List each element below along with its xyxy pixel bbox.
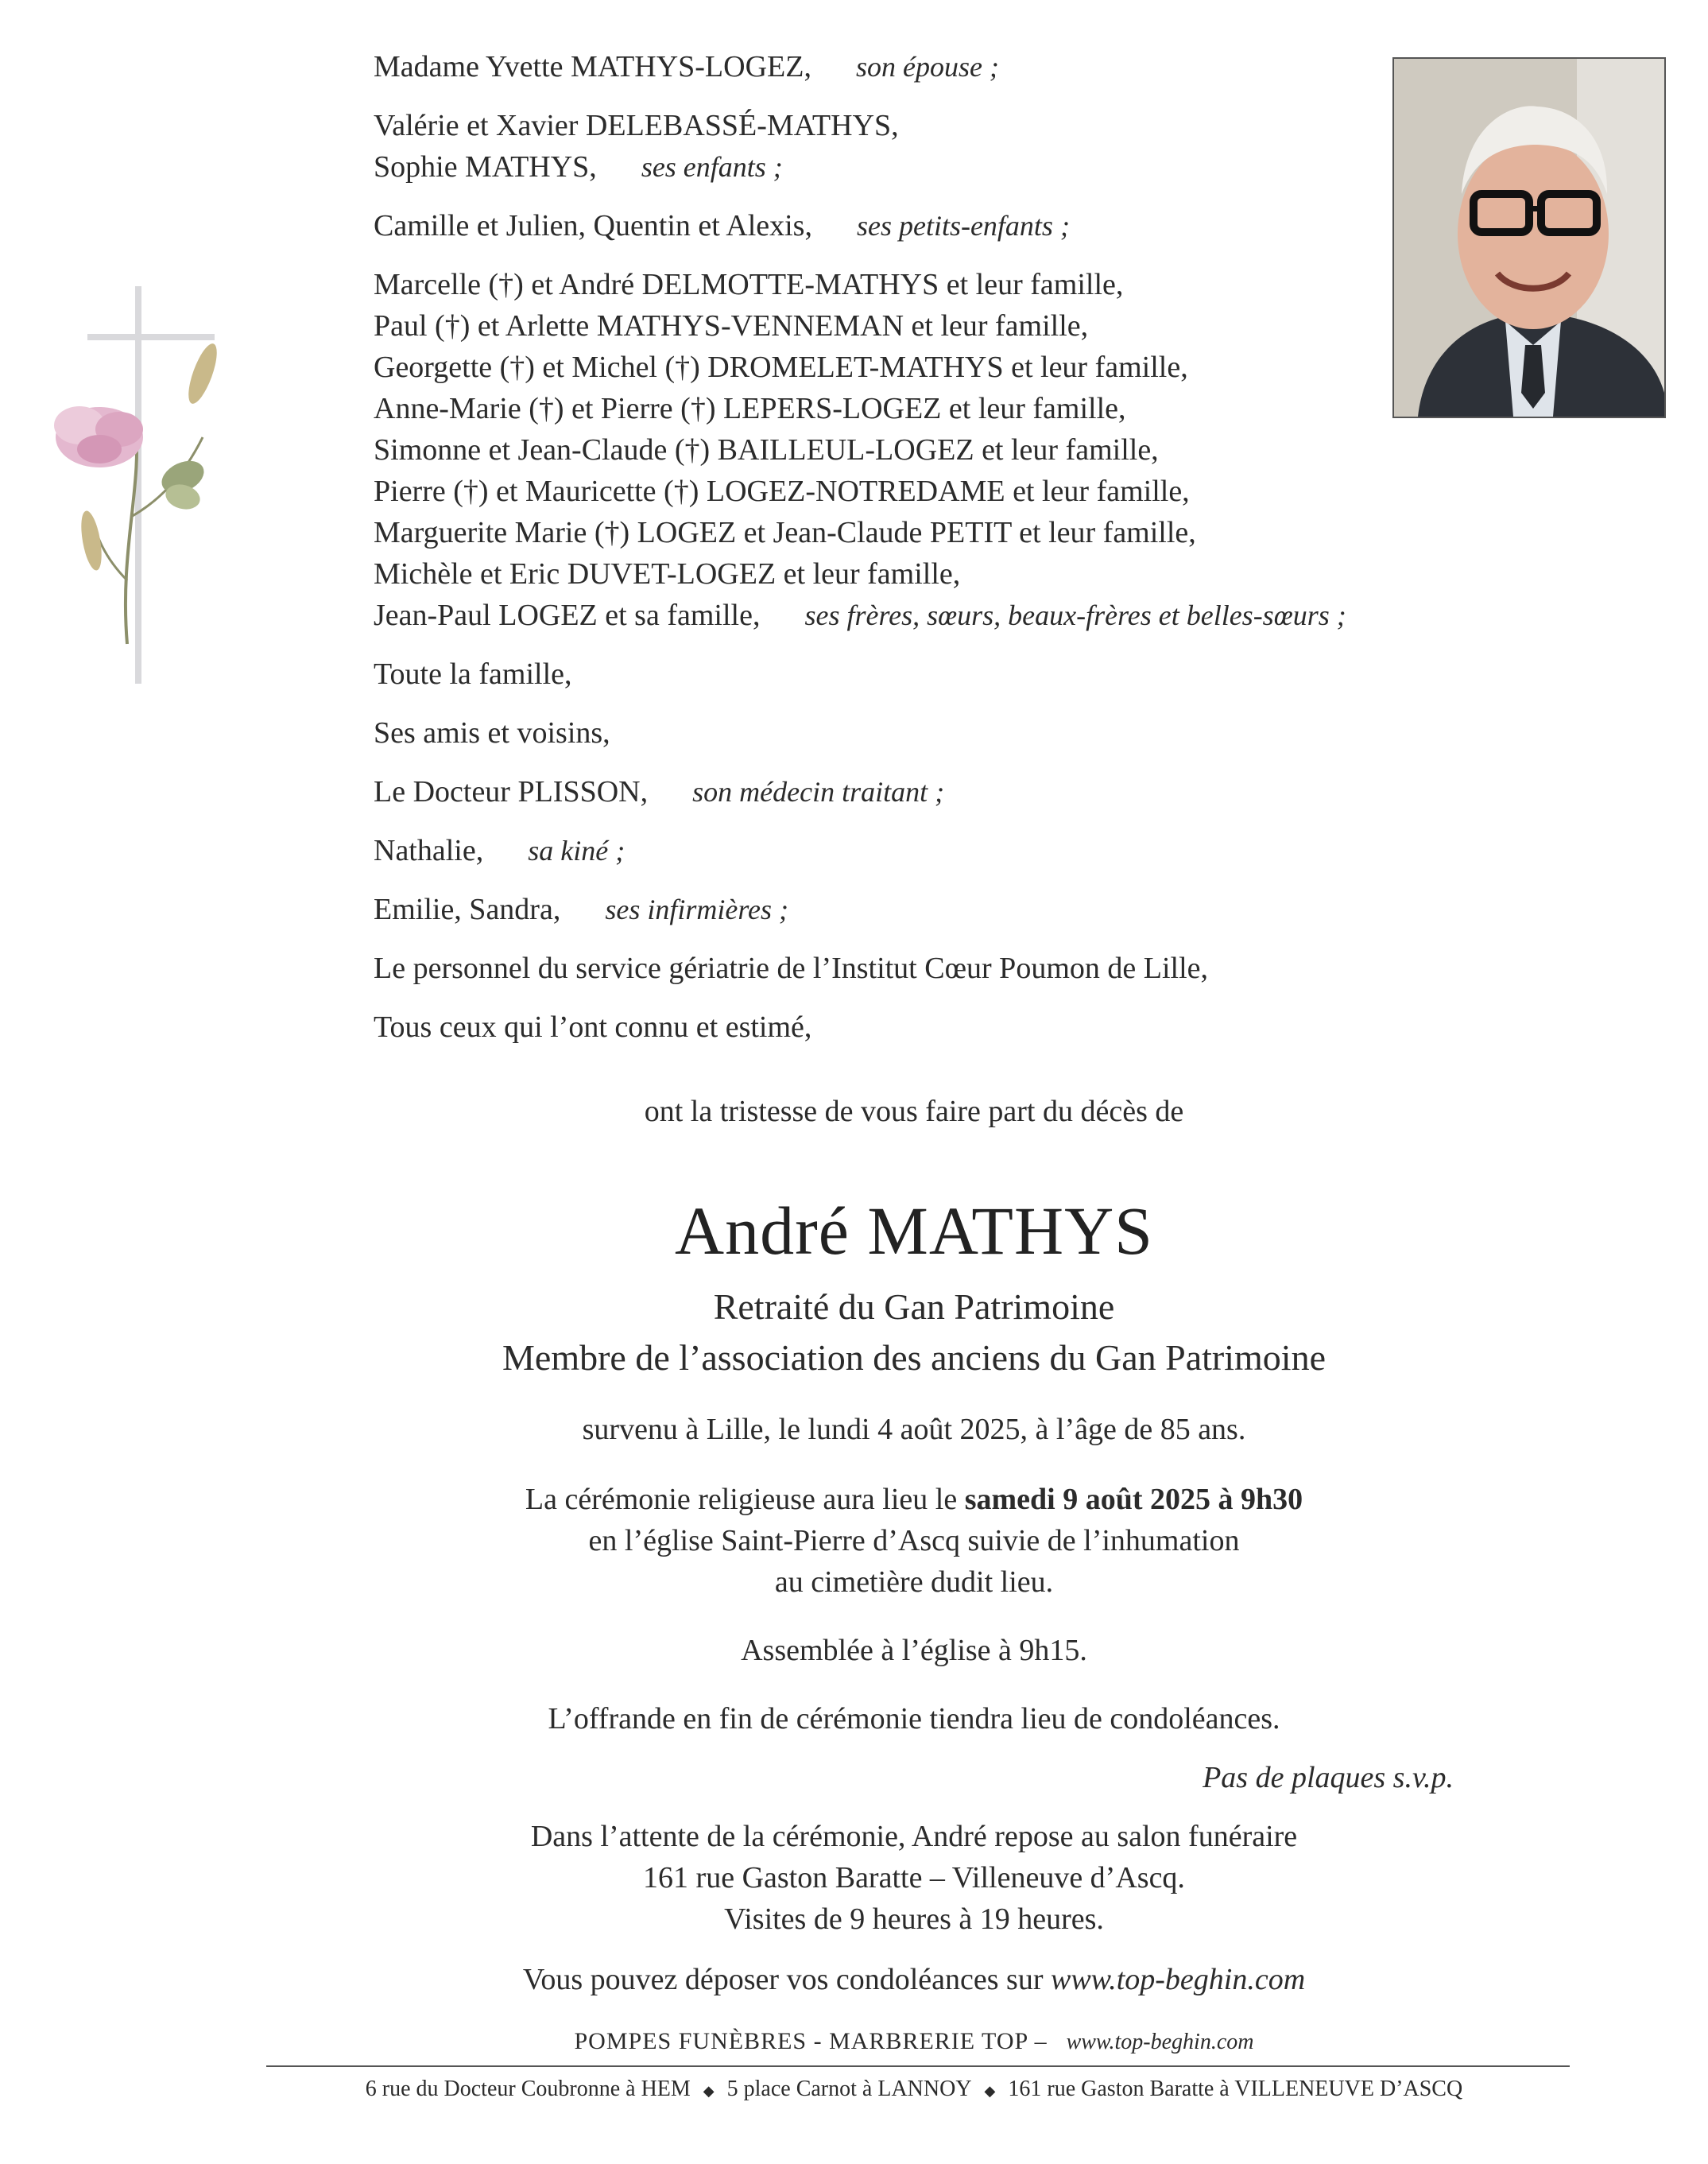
family-line: Marguerite Marie (†) LOGEZ et Jean-Claude PETIT et leur famille, xyxy=(374,516,1196,549)
deceased-title-1: Retraité du Gan Patrimoine xyxy=(713,1286,1115,1327)
death-notice: survenu à Lille, le lundi 4 août 2025, à l’âge de 85 ans. xyxy=(582,1413,1246,1446)
ceremony-date: samedi 9 août 2025 à 9h30 xyxy=(964,1483,1303,1516)
footer-website-link[interactable]: www.top-beghin.com xyxy=(1066,2030,1254,2054)
family-line: Madame Yvette MATHYS-LOGEZ, son épouse ; xyxy=(374,50,999,83)
family-line: Emilie, Sandra, ses infirmières ; xyxy=(374,893,788,926)
family-line: Georgette (†) et Michel (†) DROMELET-MATHYS et leur famille, xyxy=(374,351,1188,384)
family-line: Sophie MATHYS, ses enfants ; xyxy=(374,150,783,184)
offering-note: L’offrande en fin de cérémonie tiendra lieu de condoléances. xyxy=(548,1702,1280,1735)
footer-address: 6 rue du Docteur Coubronne à HEM xyxy=(365,2077,691,2101)
family-line: Ses amis et voisins, xyxy=(374,716,610,750)
condolences-website-link[interactable]: www.top-beghin.com xyxy=(1050,1963,1306,1996)
family-line: Toute la famille, xyxy=(374,657,572,691)
deceased-titles xyxy=(238,1282,1590,1383)
family-line: Pierre (†) et Mauricette (†) LOGEZ-NOTREDAME et leur famille, xyxy=(374,475,1190,508)
family-line: Jean-Paul LOGEZ et sa famille, ses frères, sœurs, beaux-frères et belles-sœurs ; xyxy=(374,599,1346,632)
ceremony-details: La cérémonie religieuse aura lieu le samedi 9 août 2025 à 9h30 en l’église Saint-Pierre d’Ascq suivie de l’inhumation au cimetière dudit lieu. xyxy=(525,1483,1303,1599)
assembly-time: Assemblée à l’église à 9h15. xyxy=(741,1634,1087,1667)
family-line: Le Docteur PLISSON, son médecin traitant ; xyxy=(374,775,945,809)
family-line: Paul (†) et Arlette MATHYS-VENNEMAN et leur famille, xyxy=(374,309,1089,343)
deceased-title-2: Membre de l’association des anciens du Gan Patrimoine xyxy=(502,1337,1326,1378)
footer-address: 161 rue Gaston Baratte à VILLENEUVE D’ASCQ xyxy=(1008,2077,1463,2101)
family-line: Camille et Julien, Quentin et Alexis, ses petits-enfants ; xyxy=(374,209,1070,242)
deceased-name: André MATHYS xyxy=(674,1193,1154,1269)
family-line: Valérie et Xavier DELEBASSÉ-MATHYS, xyxy=(374,109,899,142)
funeral-company-header: POMPES FUNÈBRES - MARBRERIE TOP – www.top-beghin.com xyxy=(574,2028,1254,2054)
no-plaques-note: Pas de plaques s.v.p. xyxy=(1203,1761,1454,1794)
footer-divider xyxy=(266,2065,1570,2067)
family-line: Le personnel du service gériatrie de l’Institut Cœur Poumon de Lille, xyxy=(374,952,1208,985)
footer-addresses xyxy=(238,2073,1590,2107)
diamond-separator-icon: ◆ xyxy=(984,2082,996,2099)
family-line: Simonne et Jean-Claude (†) BAILLEUL-LOGEZ et leur famille, xyxy=(374,433,1159,467)
family-line: Marcelle (†) et André DELMOTTE-MATHYS et leur famille, xyxy=(374,268,1124,301)
family-line: Michèle et Eric DUVET-LOGEZ et leur famille, xyxy=(374,557,961,591)
condolences-line: Vous pouvez déposer vos condoléances sur www.top-beghin.com xyxy=(522,1963,1306,1996)
cross-flower-illustration-icon xyxy=(24,278,230,692)
funeral-home-rest: Dans l’attente de la cérémonie, André repose au salon funéraire 161 rue Gaston Baratte – Villeneuve d’Ascq. Visites de 9 heures à 19 heures. xyxy=(530,1820,1298,1936)
family-line: Nathalie, sa kiné ; xyxy=(374,834,625,867)
family-line: Tous ceux qui l’ont connu et estimé, xyxy=(374,1010,812,1044)
footer-address: 5 place Carnot à LANNOY xyxy=(726,2077,972,2101)
announcement-intro: ont la tristesse de vous faire part du décès de xyxy=(644,1095,1184,1128)
family-line: Anne-Marie (†) et Pierre (†) LEPERS-LOGEZ et leur famille, xyxy=(374,392,1126,425)
diamond-separator-icon: ◆ xyxy=(703,2082,715,2099)
family-list xyxy=(374,46,1439,1048)
